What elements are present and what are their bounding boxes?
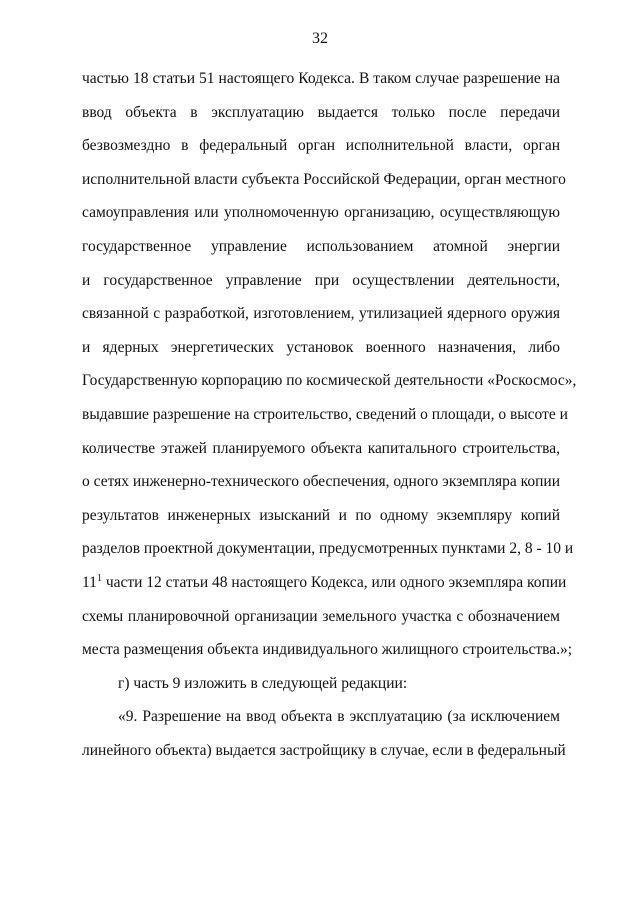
text-line: количестве этажей планируемого объекта капитального строительства,	[82, 439, 560, 457]
text-line: разделов проектной документации, предусмотренных пунктами 2, 8 - 10 и	[82, 540, 574, 558]
article-number: 11	[82, 573, 97, 591]
text-line: и государственное управление при осуществлении деятельности,	[82, 271, 560, 289]
text-line: частью 18 статьи 51 настоящего Кодекса. В таком случае разрешение на	[82, 70, 560, 87]
text-line: самоуправления или уполномоченную организацию, осуществляющую	[82, 204, 560, 222]
text-line: результатов инженерных изысканий и по одному экземпляру копий	[82, 506, 560, 524]
text-line: схемы планировочной организации земельного участка с обозначением	[82, 607, 560, 625]
text-line: Государственную корпорацию по космической деятельности «Роскосмос»,	[82, 372, 577, 390]
text-line: о сетях инженерно-технического обеспечения, одного экземпляра копии	[82, 473, 560, 491]
text-line: и ядерных энергетических установок военного назначения, либо	[82, 338, 560, 356]
line-remainder: части 12 статьи 48 настоящего Кодекса, или одного экземпляра копии	[101, 573, 567, 591]
text-line: линейного объекта) выдается застройщику в случае, если в федеральный	[82, 741, 566, 759]
text-line-subparagraph: г) часть 9 изложить в следующей редакции:	[118, 674, 408, 692]
text-line: места размещения объекта индивидуального жилищного строительства.»;	[82, 641, 573, 659]
text-line: выдавшие разрешение на строительство, сведений о площади, о высоте и	[82, 405, 568, 423]
text-line-paragraph-start: «9. Разрешение на ввод объекта в эксплуатацию (за исключением	[118, 708, 560, 726]
text-line: исполнительной власти субъекта Российской Федерации, орган местного	[82, 170, 566, 188]
text-line: ввод объекта в эксплуатацию выдается только после передачи	[82, 103, 560, 121]
page-number: 32	[312, 30, 328, 47]
text-line: государственное управление использованием атомной энергии	[82, 237, 560, 255]
document-body	[82, 62, 577, 767]
text-line: связанной с разработкой, изготовлением, утилизацией ядерного оружия	[82, 305, 560, 323]
text-line: безвозмездно в федеральный орган исполнительной власти, орган	[82, 137, 560, 155]
text-line-with-superscript	[82, 566, 567, 600]
superscript: 1	[96, 572, 102, 584]
